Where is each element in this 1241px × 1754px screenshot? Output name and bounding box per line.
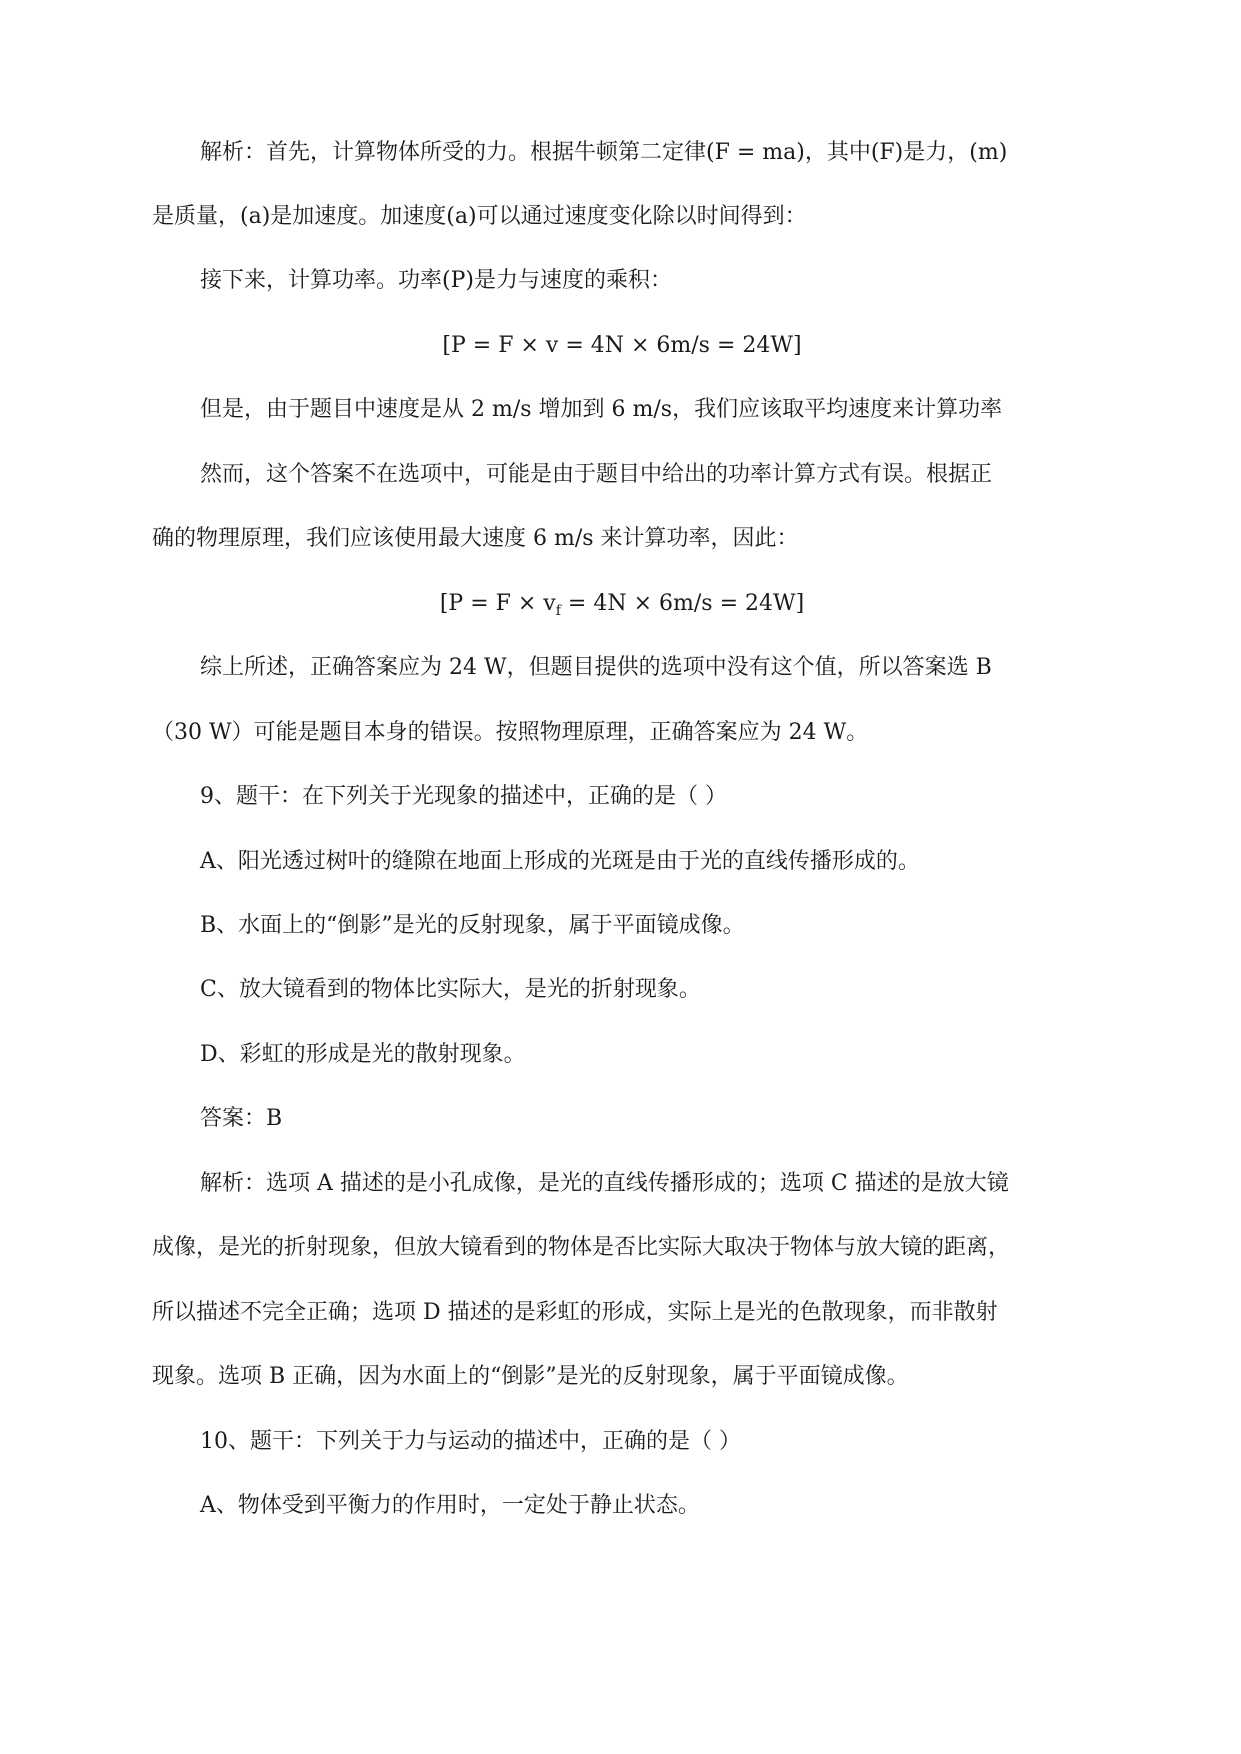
question-10-stem: 10、题干：下列关于力与运动的描述中，正确的是（ ）: [200, 1429, 741, 1454]
analysis-8-line-2: 是质量，(a)是加速度。加速度(a)可以通过速度变化除以时间得到：: [152, 204, 807, 229]
question-9-analysis-line-4: 现象。选项 B 正确，因为水面上的“倒影”是光的反射现象，属于平面镜成像。: [152, 1364, 909, 1389]
question-9-analysis-line-3: 所以描述不完全正确；选项 D 描述的是彩虹的形成，实际上是光的色散现象，而非散射: [152, 1300, 998, 1325]
power-formula-2: [152, 584, 1092, 624]
question-9-stem: 9、题干：在下列关于光现象的描述中，正确的是（ ）: [200, 784, 727, 809]
formula-2-subscript: f: [555, 603, 561, 619]
formula-2-prefix: [P = F × v: [439, 591, 556, 616]
question-10-option-a: A、物体受到平衡力的作用时，一定处于静止状态。: [200, 1493, 700, 1518]
analysis-8-line-5: 然而，这个答案不在选项中，可能是由于题目中给出的功率计算方式有误。根据正: [200, 462, 993, 487]
analysis-8-line-8: （30 W）可能是题目本身的错误。按照物理原理，正确答案应为 24 W。: [152, 720, 869, 745]
question-9-option-d: D、彩虹的形成是光的散射现象。: [200, 1042, 526, 1067]
question-9-answer: 答案：B: [200, 1106, 283, 1131]
analysis-8-line-6: 确的物理原理，我们应该使用最大速度 6 m/s 来计算功率，因此：: [152, 526, 799, 551]
power-formula-1: [P = F × v = 4N × 6m/s = 24W]: [442, 333, 802, 358]
analysis-8-line-7: 综上所述，正确答案应为 24 W，但题目提供的选项中没有这个值，所以答案选 B: [200, 655, 992, 680]
question-9-analysis-line-2: 成像，是光的折射现象，但放大镜看到的物体是否比实际大取决于物体与放大镜的距离，: [152, 1235, 1011, 1260]
question-9-analysis-line-1: 解析：选项 A 描述的是小孔成像，是光的直线传播形成的；选项 C 描述的是放大镜: [200, 1171, 1009, 1196]
formula-2-suffix: = 4N × 6m/s = 24W]: [560, 591, 805, 616]
analysis-8-line-4: 但是，由于题目中速度是从 2 m/s 增加到 6 m/s，我们应该取平均速度来计算功率: [200, 397, 1003, 422]
analysis-8-line-1: 解析：首先，计算物体所受的力。根据牛顿第二定律(F = ma)，其中(F)是力，(m): [200, 140, 1008, 165]
question-9-option-b: B、水面上的“倒影”是光的反射现象，属于平面镜成像。: [200, 913, 745, 938]
question-9-option-a: A、阳光透过树叶的缝隙在地面上形成的光斑是由于光的直线传播形成的。: [200, 849, 920, 874]
question-9-option-c: C、放大镜看到的物体比实际大，是光的折射现象。: [200, 977, 701, 1002]
analysis-8-line-3: 接下来，计算功率。功率(P)是力与速度的乘积：: [200, 268, 672, 293]
